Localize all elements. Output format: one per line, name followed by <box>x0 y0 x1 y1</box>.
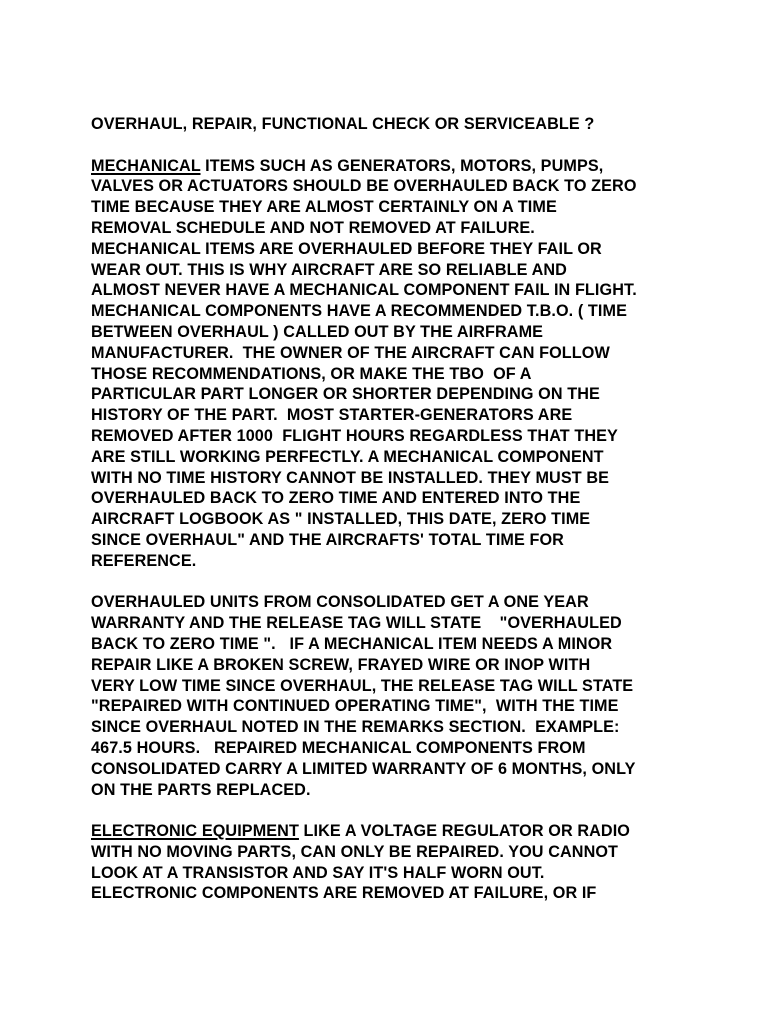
text-line: HISTORY OF THE PART. MOST STARTER-GENERATORS ARE <box>91 406 573 425</box>
text-line: REFERENCE. <box>91 551 197 570</box>
text-line: "REPAIRED WITH CONTINUED OPERATING TIME", WITH THE TIME <box>91 697 619 716</box>
text-line: VALVES OR ACTUATORS SHOULD BE OVERHAULED BACK TO ZERO <box>91 177 637 196</box>
text-line: BETWEEN OVERHAUL ) CALLED OUT BY THE AIRFRAME <box>91 322 544 341</box>
text-line: VERY LOW TIME SINCE OVERHAUL, THE RELEASE TAG WILL STATE <box>91 676 634 695</box>
first-line-text: ITEMS SUCH AS GENERATORS, MOTORS, PUMPS, <box>200 156 604 175</box>
text-line: WARRANTY AND THE RELEASE TAG WILL STATE "OVERHAULED <box>91 614 622 633</box>
text-line: REPAIR LIKE A BROKEN SCREW, FRAYED WIRE OR INOP WITH <box>91 655 591 674</box>
text-line: PARTICULAR PART LONGER OR SHORTER DEPENDING ON THE <box>91 385 600 404</box>
text-line: SINCE OVERHAUL" AND THE AIRCRAFTS' TOTAL TIME FOR <box>91 530 564 549</box>
text-line: LOOK AT A TRANSISTOR AND SAY IT'S HALF WORN OUT. <box>91 863 545 882</box>
text-line: ON THE PARTS REPLACED. <box>91 780 311 799</box>
text-line: ELECTRONIC COMPONENTS ARE REMOVED AT FAILURE, OR IF <box>91 884 597 903</box>
term-mechanical: MECHANICAL <box>91 156 201 175</box>
text-line: ALMOST NEVER HAVE A MECHANICAL COMPONENT FAIL IN FLIGHT. <box>91 281 637 300</box>
text-line: REMOVED AFTER 1000 FLIGHT HOURS REGARDLESS THAT THEY <box>91 426 618 445</box>
term-electronic-equipment: ELECTRONIC EQUIPMENT <box>91 822 299 841</box>
text-line: 467.5 HOURS. REPAIRED MECHANICAL COMPONENTS FROM <box>91 738 586 757</box>
paragraph-spacer <box>91 800 691 821</box>
document-title: OVERHAUL, REPAIR, FUNCTIONAL CHECK OR SERVICEABLE ? <box>91 115 595 133</box>
paragraph-spacer <box>91 135 691 156</box>
first-line-text: LIKE A VOLTAGE REGULATOR OR RADIO <box>298 822 630 841</box>
text-line: MECHANICAL ITEMS ARE OVERHAULED BEFORE THEY FAIL OR <box>91 239 602 258</box>
text-line: THOSE RECOMMENDATIONS, OR MAKE THE TBO OF A <box>91 364 532 383</box>
text-line: AIRCRAFT LOGBOOK AS " INSTALLED, THIS DATE, ZERO TIME <box>91 510 591 529</box>
paragraph-first-line <box>91 821 691 842</box>
text-line: MANUFACTURER. THE OWNER OF THE AIRCRAFT CAN FOLLOW <box>91 343 610 362</box>
text-line: BACK TO ZERO TIME ". IF A MECHANICAL ITEM NEEDS A MINOR <box>91 634 613 653</box>
text-line: TIME BECAUSE THEY ARE ALMOST CERTAINLY ON A TIME <box>91 198 557 217</box>
text-line: REMOVAL SCHEDULE AND NOT REMOVED AT FAILURE. <box>91 218 535 237</box>
document-page <box>91 114 691 904</box>
paragraph-overhauled-units <box>91 592 691 800</box>
paragraph-mechanical <box>91 156 691 572</box>
text-line: WEAR OUT. THIS IS WHY AIRCRAFT ARE SO RELIABLE AND <box>91 260 567 279</box>
paragraph-electronic <box>91 821 691 904</box>
text-line: WITH NO TIME HISTORY CANNOT BE INSTALLED. THEY MUST BE <box>91 468 610 487</box>
text-line: WITH NO MOVING PARTS, CAN ONLY BE REPAIRED. YOU CANNOT <box>91 842 619 861</box>
text-line: SINCE OVERHAUL NOTED IN THE REMARKS SECTION. EXAMPLE: <box>91 718 620 737</box>
paragraph-spacer <box>91 572 691 593</box>
text-line: OVERHAULED UNITS FROM CONSOLIDATED GET A ONE YEAR <box>91 593 589 612</box>
text-line: MECHANICAL COMPONENTS HAVE A RECOMMENDED T.B.O. ( TIME <box>91 302 627 321</box>
text-line: CONSOLIDATED CARRY A LIMITED WARRANTY OF 6 MONTHS, ONLY <box>91 759 636 778</box>
text-line: OVERHAULED BACK TO ZERO TIME AND ENTERED INTO THE <box>91 489 581 508</box>
text-line: ARE STILL WORKING PERFECTLY. A MECHANICAL COMPONENT <box>91 447 604 466</box>
paragraph-first-line <box>91 156 691 177</box>
